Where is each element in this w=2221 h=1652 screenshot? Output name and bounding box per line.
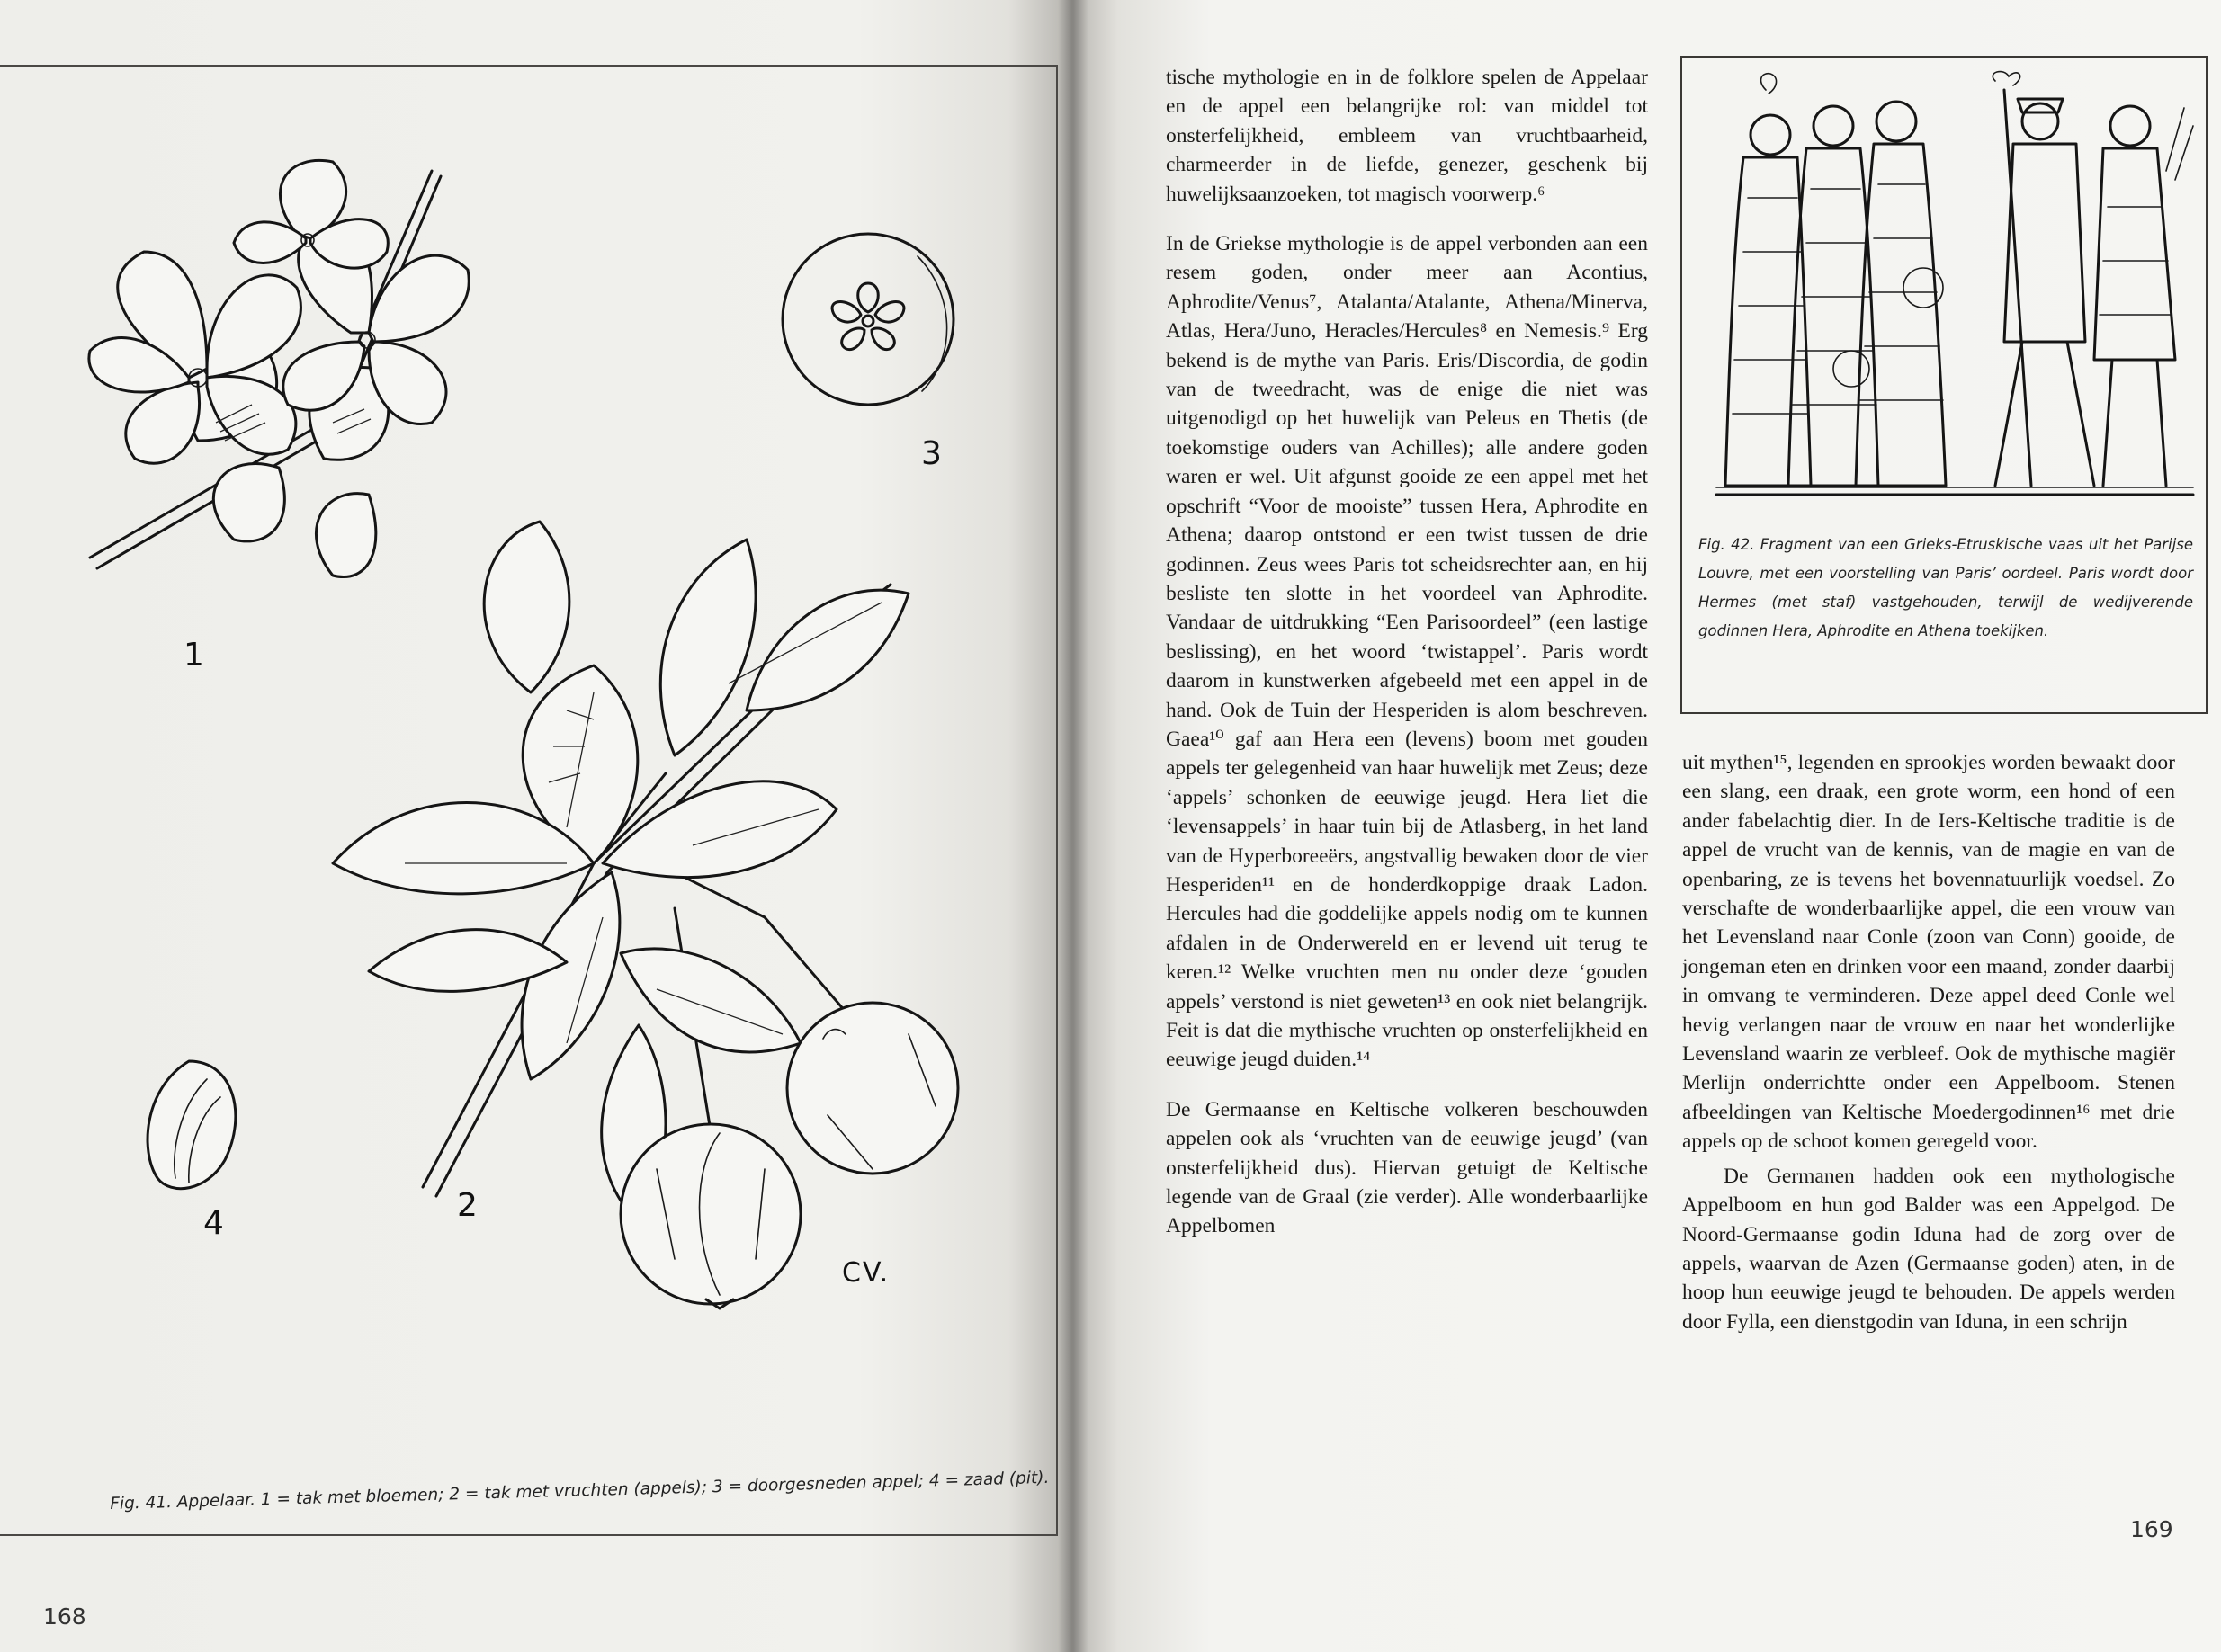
paragraph: De Germanen hadden ook een mythologische Appelboom en hun god Balder was een Appelgod. De Noord-Germaanse godin Iduna had de zorg over de appels, waarvan de Azen (Germaanse goden) aten, in de hoop hun eeuwige jeugd te behouden. De appels werden door Fylla, een dienstgodin van Iduna, in een schrijn [1682,1164,2175,1334]
figure-label-1: 1 [184,637,204,674]
artist-signature: CV. [842,1257,891,1289]
paris-figure [2094,106,2193,486]
apple-seed-illustration [135,1052,252,1196]
figure-label-2: 2 [457,1187,478,1224]
sliced-apple-illustration [778,229,976,427]
figure-label-4: 4 [203,1205,224,1242]
page-number-right: 169 [2130,1516,2173,1542]
page-number-left: 168 [43,1603,86,1630]
left-page [0,0,1072,1652]
apple-fruit [621,1124,801,1308]
greek-vase-illustration [1707,72,2193,504]
goddess-figure [1788,106,1878,486]
goddess-figure [1725,74,1811,486]
apple-fruit [787,1003,958,1174]
right-page-column-left [1166,63,1648,1262]
figure-41-caption: Fig. 41. Appelaar. 1 = tak met bloemen; 2 = tak met vruchten (appels); 3 = doorgesneden appel; 4 = zaad (pit). [110,1468,1050,1514]
paragraph: De Germaanse en Keltische volkeren beschouwden appelen ook als ‘vruchten van de eeuwige jeugd’ (van onsterfelijkheid dus). Hiervan getuigt de Keltische legende van de Graal (zie verder). Alle wonderbaarlijke Appelbomen [1166,1097,1648,1238]
paragraph: tische mythologie en in de folklore spelen de Appelaar en de appel een belangrijke rol: van middel tot onsterfelijkheid, embleem van vruchtbaarheid, charmeerder in de liefde, genezer, geschenk bij huwelijksaanzoeken, tot magisch voorwerp.⁶ [1166,66,1648,206]
hermes-figure [1993,72,2094,486]
apple-branch-illustration [297,486,1043,1313]
paragraph: uit mythen¹⁵, legenden en sprookjes worden bewaakt door een slang, een draak, een grote worm, een hond of een ander fabelachtig dier. In de Iers-Keltische traditie is de appel de vrucht van de kennis, van de magie en van de openbaring, ze is tevens het bovennatuurlijk voedsel. Zo verschafte de wonderbaarlijke appel, die een vrouw van het Levensland naar Conle (zoon van Conn) gooide, de jongeman eten en drinken voor een maand, zonder daarbij in omvang te verminderen. Deze appel deed Conle wel hevig verlangen naar de vrouw en naar het wonderlijke Levensland waarin ze verbleef. Ook de mythische magiër Merlijn onderrichtte onder een Appelboom. Stenen afbeeldingen van Keltische Moedergodinnen¹⁶ met drie appels op de schoot komen geregeld voor. [1682,751,2175,1154]
right-page-column-right [1682,748,2175,1357]
book-gutter [1058,0,1088,1652]
blossom-flower [89,252,301,463]
figure-42-caption: Fig. 42. Fragment van een Grieks-Etruskische vaas uit het Parijse Louvre, met een voorstelling van Paris’ oordeel. Paris wordt door Hermes (met staf) vastgehouden, terwijl de wedijverende godinnen Hera, Aphrodite en Athena toekijken. [1698,536,2193,639]
paragraph: In de Griekse mythologie is de appel verbonden aan een resem goden, onder meer aan Acontius, Aphrodite/Venus⁷, Atalanta/Atalante, Athena/Minerva, Atlas, Hera/Juno, Heracles/Hercules⁸ en Nemesis.⁹ Erg bekend is de mythe van Paris. Eris/Discordia, de godin van de tweedracht, was de enige die niet was uitgenodigd op het huwelijk van Peleus en Thetis (de toekomstige ouders van Achilles); alle andere goden waren er wel. Uit afgunst gooide ze een appel met het opschrift “Voor de mooiste” tussen Hera, Aphrodite en Athena; daarop ontstond er een twist tussen de drie godinnen. Zeus wees Paris tot scheidsrechter aan, en hij besliste ten slotte in het voordeel van Aphrodite. Vandaar de uitdrukking “Een Parisoordeel” (een lastige beslissing), en het woord ‘twistappel’. Paris wordt daarom in kunstwerken afgebeeld met een appel in de hand. Ook de Tuin der Hesperiden is alom beschreven. Gaea¹⁰ gaf aan Hera een (levens) boom met gouden appels ter gelegenheid van haar huwelijk met Zeus; deze ‘appels’ schonken de eeuwige jeugd. Hera liet die ‘levensappels’ in haar tuin bij de Atlasberg, in het land van de Hyperboreeërs, angstvallig bewaken door de vier Hesperiden¹¹ en de honderdkoppige draak Ladon. Hercules had die goddelijke appels nodig om te kunnen afdalen in de Onderwereld en er levend uit terug te keren.¹² Welke vruchten men nu onder deze ‘gouden appels’ verstond is niet geweten¹³ en ook niet belangrijk. Feit is dat die mythische vruchten op onsterfelijkheid en eeuwige jeugd duiden.¹⁴ [1166,232,1648,1072]
figure-label-3: 3 [921,435,942,472]
goddess-figure [1856,102,1946,486]
